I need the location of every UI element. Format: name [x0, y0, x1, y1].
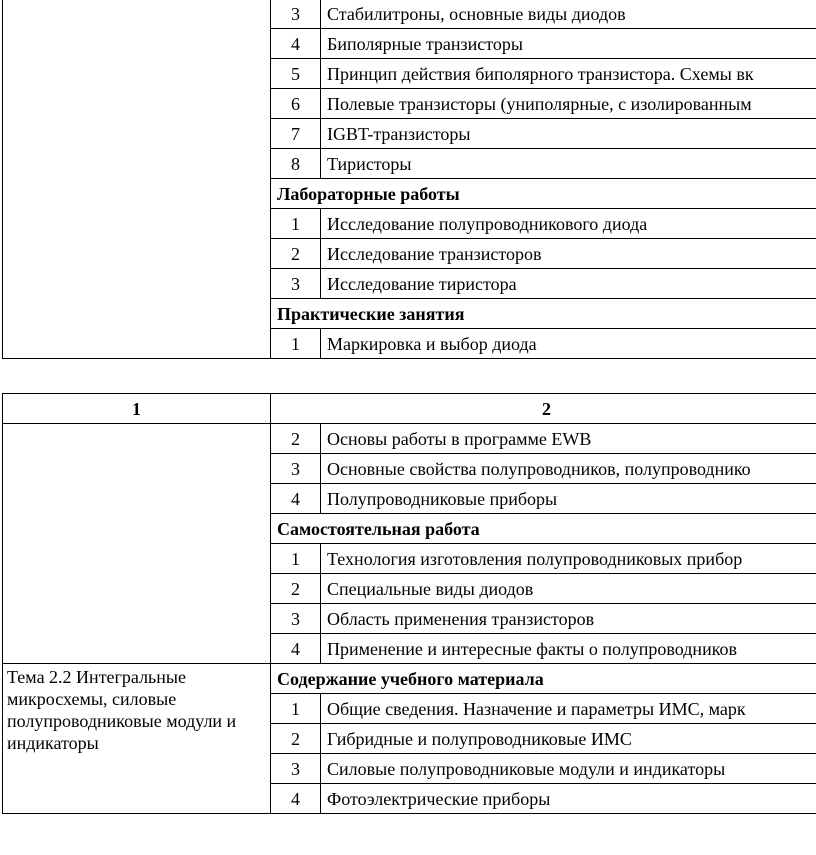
row-number: 4 [271, 29, 321, 59]
row-text: Полевые транзисторы (униполярные, с изолированным [321, 89, 816, 119]
row-number: 4 [271, 634, 321, 664]
row-number: 1 [271, 544, 321, 574]
row-text: Область применения транзисторов [321, 604, 816, 634]
row-text: Применение и интересные факты о полупроводников [321, 634, 816, 664]
table-row [3, 424, 816, 454]
row-number: 4 [271, 784, 321, 814]
section-heading: Лабораторные работы [271, 179, 816, 209]
row-number: 2 [271, 239, 321, 269]
row-text: Общие сведения. Назначение и параметры ИМС, марк [321, 694, 816, 724]
row-number: 2 [271, 424, 321, 454]
row-number: 2 [271, 574, 321, 604]
column-header-1: 1 [3, 394, 271, 424]
row-text: Основы работы в программе EWB [321, 424, 816, 454]
row-text: Стабилитроны, основные виды диодов [321, 0, 816, 29]
row-text: Тиристоры [321, 149, 816, 179]
curriculum-table-top [2, 0, 816, 359]
column-header-2: 2 [271, 394, 816, 424]
table-row [3, 0, 816, 29]
row-text: Исследование полупроводникового диода [321, 209, 816, 239]
row-number: 1 [271, 694, 321, 724]
row-number: 4 [271, 484, 321, 514]
row-number: 1 [271, 209, 321, 239]
row-text: IGBT-транзисторы [321, 119, 816, 149]
row-text: Основные свойства полупроводников, полупроводнико [321, 454, 816, 484]
row-number: 1 [271, 329, 321, 359]
section-row [3, 664, 816, 694]
row-text: Маркировка и выбор диода [321, 329, 816, 359]
row-text: Биполярные транзисторы [321, 29, 816, 59]
row-text: Исследование транзисторов [321, 239, 816, 269]
row-number: 3 [271, 604, 321, 634]
row-number: 6 [271, 89, 321, 119]
row-number: 5 [271, 59, 321, 89]
row-number: 3 [271, 454, 321, 484]
row-text: Полупроводниковые приборы [321, 484, 816, 514]
section-heading: Содержание учебного материала [271, 664, 816, 694]
table-header-row [3, 394, 816, 424]
row-text: Гибридные и полупроводниковые ИМС [321, 724, 816, 754]
row-text: Исследование тиристора [321, 269, 816, 299]
row-text: Специальные виды диодов [321, 574, 816, 604]
row-number: 3 [271, 0, 321, 29]
row-number: 7 [271, 119, 321, 149]
row-text: Технология изготовления полупроводниковых прибор [321, 544, 816, 574]
row-number: 3 [271, 754, 321, 784]
row-text: Фотоэлектрические приборы [321, 784, 816, 814]
topic-cell-empty [3, 0, 271, 359]
row-text: Силовые полупроводниковые модули и индикаторы [321, 754, 816, 784]
section-heading: Практические занятия [271, 299, 816, 329]
row-number: 3 [271, 269, 321, 299]
row-text: Принцип действия биполярного транзистора. Схемы вк [321, 59, 816, 89]
topic-cell-empty [3, 424, 271, 664]
topic-title: Тема 2.2 Интегральные микросхемы, силовые полупроводниковые модули и индикаторы [3, 664, 271, 814]
section-heading: Самостоятельная работа [271, 514, 816, 544]
row-number: 2 [271, 724, 321, 754]
curriculum-table-bottom [2, 393, 816, 814]
row-number: 8 [271, 149, 321, 179]
